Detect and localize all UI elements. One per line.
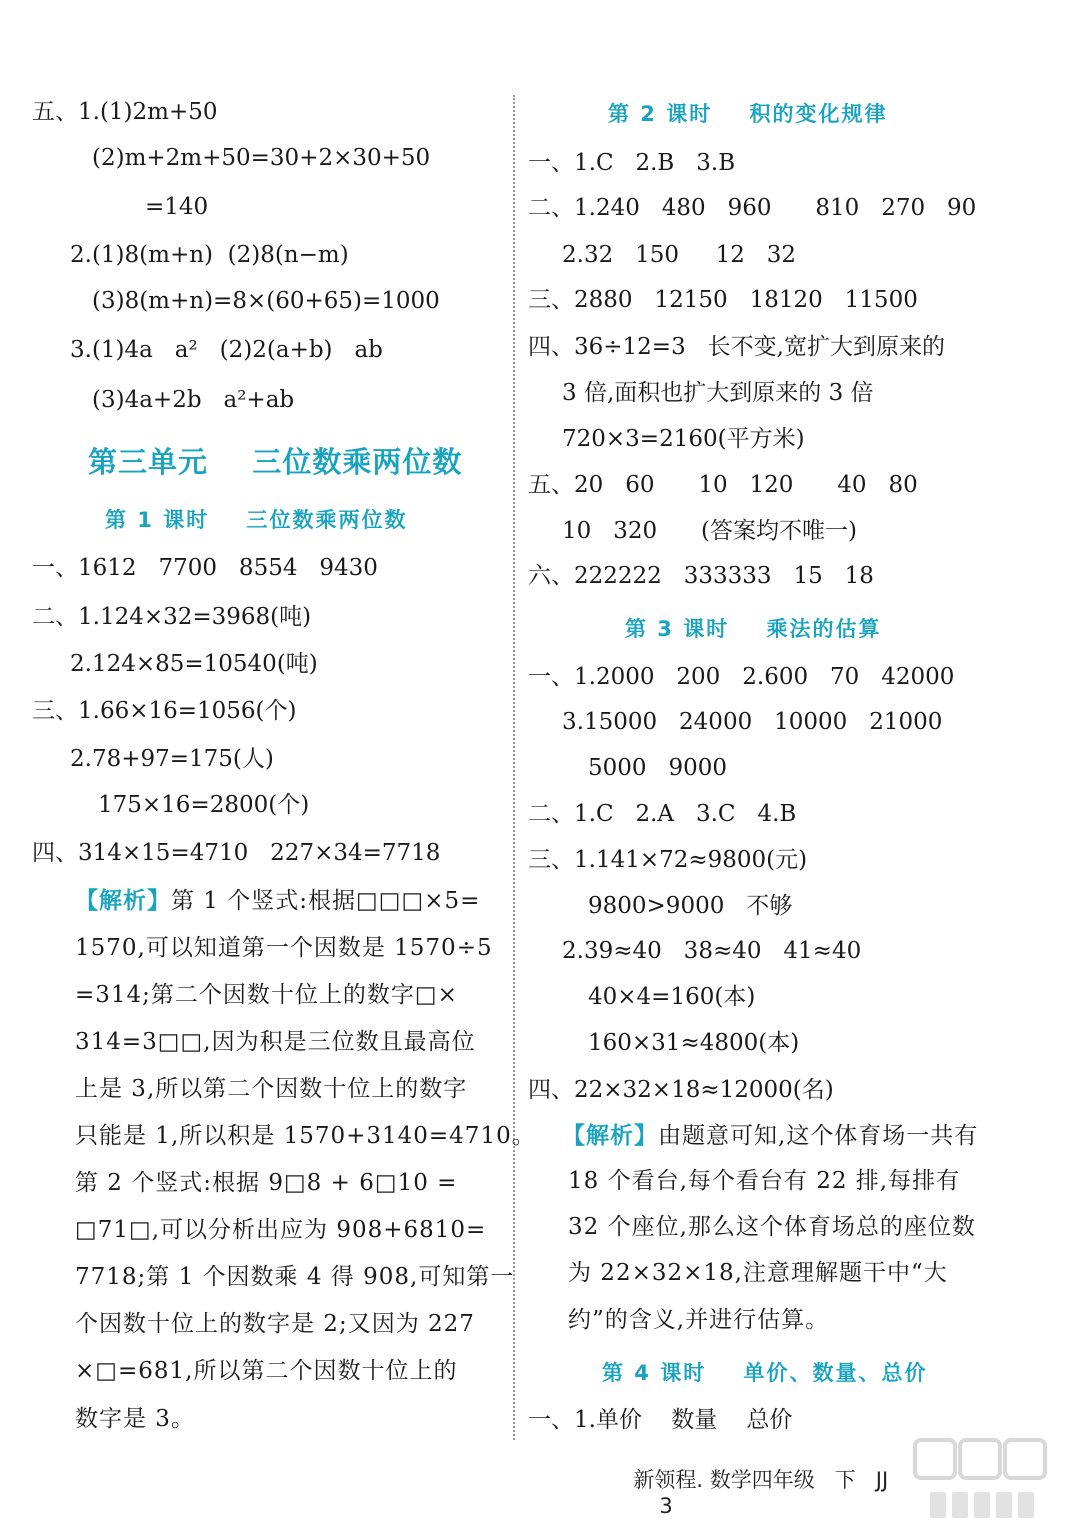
- answer-line: 一、1612 7700 8554 9430: [32, 555, 378, 581]
- answer-line: 3 倍,面积也扩大到原来的 3 倍: [562, 380, 874, 406]
- answer-line: 10 320 (答案均不唯一): [562, 518, 857, 544]
- explanation-line: 约”的含义,并进行估算。: [568, 1307, 830, 1333]
- explanation-line: 314=3□□,因为积是三位数且最高位: [75, 1029, 476, 1055]
- answer-line: 2.39≈40 38≈40 41≈40: [562, 938, 862, 964]
- answer-line: 175×16=2800(个): [98, 792, 310, 818]
- answer-line: 40×4=160(本): [588, 984, 756, 1010]
- answer-line: 2.(1)8(m+n) (2)8(n−m): [70, 242, 349, 268]
- explanation-tag: 【解析】: [562, 1123, 658, 1149]
- explanation-line: 32 个座位,那么这个体育场总的座位数: [568, 1214, 976, 1240]
- explanation-line: =314;第二个因数十位上的数字□×: [75, 982, 458, 1008]
- explanation-line: 数字是 3。: [75, 1406, 195, 1432]
- lesson-title: 第 2 课时 积的变化规律: [608, 102, 888, 126]
- lesson-title: 第 1 课时 三位数乘两位数: [105, 508, 408, 532]
- answer-line: 三、1.141×72≈9800(元): [528, 847, 808, 873]
- answer-line: 一、1.2000 200 2.600 70 42000: [528, 664, 955, 690]
- answer-line: 二、1.C 2.A 3.C 4.B: [528, 801, 797, 827]
- answer-line: 四、314×15=4710 227×34=7718: [32, 840, 441, 866]
- unit-title: 第三单元 三位数乘两位数: [88, 445, 463, 479]
- answer-line: 五、20 60 10 120 40 80: [528, 472, 918, 498]
- answer-line: 三、1.66×16=1056(个): [32, 698, 297, 724]
- answer-line: 3.(1)4a a² (2)2(a+b) ab: [70, 337, 383, 363]
- explanation-line: □71□,可以分析出应为 908+6810=: [75, 1217, 487, 1243]
- explanation-line: 7718;第 1 个因数乘 4 得 908,可知第一: [75, 1264, 515, 1290]
- answer-line: 四、36÷12=3 长不变,宽扩大到原来的: [528, 334, 945, 360]
- explanation-line: 18 个看台,每个看台有 22 排,每排有: [568, 1168, 961, 1194]
- page-number: 3: [659, 1494, 673, 1518]
- answer-line: 二、1.240 480 960 810 270 90: [528, 195, 977, 221]
- answer-line: 一、1.C 2.B 3.B: [528, 150, 736, 176]
- explanation-tag: 【解析】: [75, 888, 171, 914]
- answer-line: (2)m+2m+50=30+2×30+50: [92, 145, 431, 171]
- answer-line: 5000 9000: [588, 755, 727, 781]
- answer-line: 3.15000 24000 10000 21000: [562, 709, 943, 735]
- answer-line: 一、1.单价 数量 总价: [528, 1407, 793, 1433]
- answer-line: 2.78+97=175(人): [70, 746, 274, 772]
- answer-line: 六、222222 333333 15 18: [528, 563, 874, 589]
- answer-line: 720×3=2160(平方米): [562, 426, 805, 452]
- explanation-line: ×□=681,所以第二个因数十位上的: [75, 1358, 458, 1384]
- explanation-line: 1570,可以知道第一个因数是 1570÷5: [75, 935, 493, 961]
- explanation-line: 为 22×32×18,注意理解题干中“大: [568, 1260, 948, 1286]
- answer-line: 2.32 150 12 32: [562, 242, 797, 268]
- footer-book-title: 新领程. 数学四年级 下 JJ: [633, 1468, 889, 1492]
- page-footer: [620, 1440, 888, 1518]
- explanation-line: 个因数十位上的数字是 2;又因为 227: [75, 1311, 475, 1337]
- watermark-logo-icon: [860, 1430, 1060, 1530]
- explanation-line: 只能是 1,所以积是 1570+3140=4710。: [75, 1123, 536, 1149]
- explanation-line: 第 2 个竖式:根据 9□8 + 6□10 =: [75, 1170, 458, 1196]
- explanation-line: [562, 1121, 978, 1151]
- answer-line: 二、1.124×32=3968(吨): [32, 604, 312, 630]
- answer-line: =140: [145, 194, 209, 220]
- answer-line: 三、2880 12150 18120 11500: [528, 287, 918, 313]
- answer-line: 五、1.(1)2m+50: [32, 99, 218, 125]
- answer-line: 2.124×85=10540(吨): [70, 651, 318, 677]
- answer-line: 160×31≈4800(本): [588, 1030, 800, 1056]
- column-divider: [513, 95, 515, 1440]
- lesson-title: 第 4 课时 单价、数量、总价: [602, 1361, 928, 1385]
- answer-line: 四、22×32×18≈12000(名): [528, 1077, 834, 1103]
- lesson-title: 第 3 课时 乘法的估算: [625, 617, 882, 641]
- explanation-line: 上是 3,所以第二个因数十位上的数字: [75, 1076, 468, 1102]
- answer-line: 9800>9000 不够: [588, 893, 793, 919]
- answer-line: (3)8(m+n)=8×(60+65)=1000: [92, 288, 440, 314]
- explanation-text: 第 1 个竖式:根据□□□×5=: [171, 888, 481, 914]
- answer-line: (3)4a+2b a²+ab: [92, 387, 295, 413]
- explanation-line: [75, 886, 480, 916]
- explanation-text: 由题意可知,这个体育场一共有: [658, 1123, 979, 1149]
